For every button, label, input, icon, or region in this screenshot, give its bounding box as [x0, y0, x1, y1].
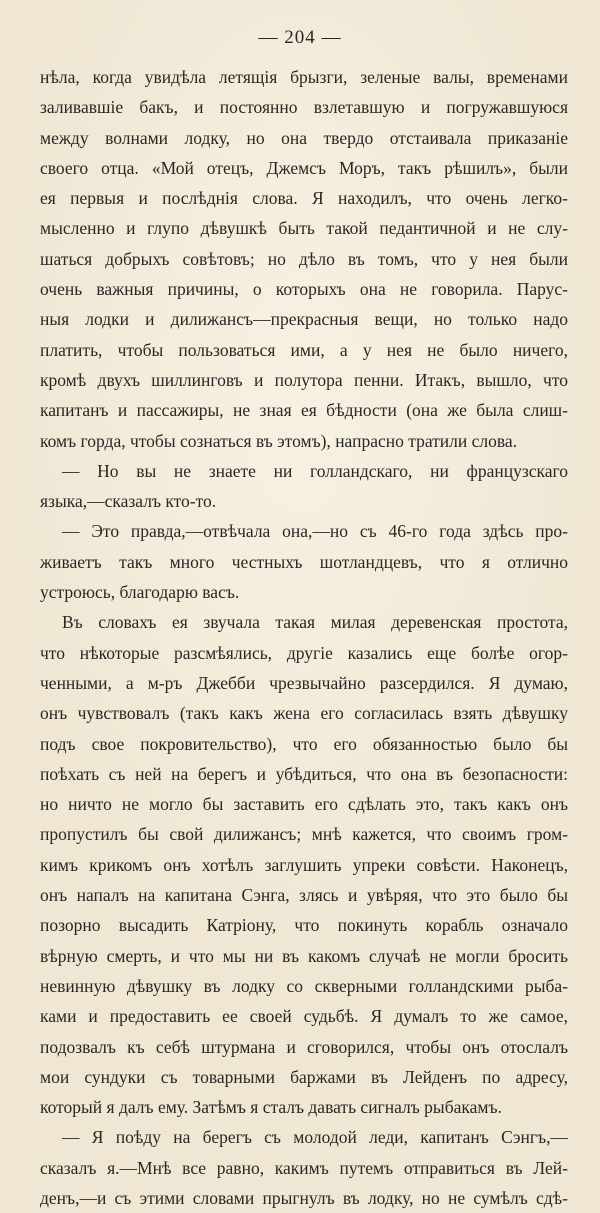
paragraph — [40, 516, 568, 607]
text-line: позорно высадить Катріону, что покинуть корабль означало — [40, 915, 568, 936]
text-line: кимъ крикомъ онъ хотѣлъ заглушить упреки совѣсти. Наконецъ, — [40, 854, 568, 875]
text-line: — Я поѣду на берегъ съ молодой леди, капитанъ Сэнгъ,— — [62, 1127, 568, 1148]
text-line: подозвалъ къ себѣ штурмана и сговорился, чтобы онъ отослалъ — [40, 1036, 568, 1057]
paragraph — [40, 607, 568, 1122]
text-line: заливавшіе бакъ, и постоянно взлетавшую и погружавшуюся — [40, 97, 568, 118]
text-line: кромѣ двухъ шиллинговъ и полутора пенни. Итакъ, вышло, что — [40, 369, 568, 390]
text-line: ками и предоставить ее своей судьбѣ. Я думалъ то же самое, — [40, 1006, 568, 1027]
text-line: мысленно и глупо дѣвушкѣ быть такой педантичной и не слу- — [40, 218, 568, 239]
text-line: ея первыя и послѣднія слова. Я находилъ, что очень легко- — [40, 188, 568, 209]
text-line: невинную дѣвушку въ лодку со скверными голландскими рыба- — [40, 975, 568, 996]
text-line: который я далъ ему. Затѣмъ я сталъ давать сигналъ рыбакамъ. — [40, 1097, 502, 1118]
text-line: онъ чувствовалъ (такъ какъ жена его согласилась взять дѣвушку — [40, 703, 568, 724]
text-line: живаетъ такъ много честныхъ шотландцевъ, что я отлично — [40, 551, 568, 572]
text-line: — Это правда,—отвѣчала она,—но съ 46-го года здѣсь про- — [62, 521, 568, 542]
text-line: своего отца. «Мой отецъ, Джемсъ Моръ, такъ рѣшилъ», были — [40, 157, 568, 178]
paragraph — [40, 62, 568, 456]
text-line: но ничто не могло бы заставить его сдѣлать это, такъ какъ онъ — [40, 794, 568, 815]
text-line: поѣхать съ ней на берегъ и убѣдиться, что она въ безопасности: — [40, 763, 568, 784]
text-line: устроюсь, благодарю васъ. — [40, 582, 240, 603]
text-line: нѣла, когда увидѣла летящія брызги, зеленые валы, временами — [40, 67, 568, 87]
text-line: ныя лодки и дилижансъ—прекрасныя вещи, но только надо — [40, 309, 568, 330]
text-line: ченными, а м-ръ Джебби чрезвычайно разсердился. Я думаю, — [40, 672, 568, 693]
text-line: — Но вы не знаете ни голландскаго, ни французскаго — [62, 460, 568, 481]
text-line: Въ словахъ ея звучала такая милая деревенская простота, — [62, 612, 568, 633]
text-line: очень важныя причины, о которыхъ она не говорила. Парус- — [40, 279, 568, 300]
text-line: денъ,—и съ этими словами прыгнулъ въ лодку, но не сумѣлъ сдѣ- — [40, 1187, 568, 1208]
text-line: между волнами лодку, но она твердо отстаивала приказаніе — [40, 127, 568, 148]
text-line: сказалъ я.—Мнѣ все равно, какимъ путемъ отправиться въ Лей- — [40, 1157, 568, 1178]
text-line: шаться добрыхъ совѣтовъ; но дѣло въ томъ, что у нея были — [40, 248, 568, 269]
text-line: мои сундуки съ товарными баржами въ Лейденъ по адресу, — [40, 1066, 568, 1087]
text-line: что нѣкоторые разсмѣялись, другіе казались еще болѣе огор- — [40, 642, 568, 663]
text-line: комъ горда, чтобы сознаться въ этомъ), напрасно тратили слова. — [40, 430, 518, 451]
paragraph — [40, 456, 568, 517]
text-line: пропустилъ бы свой дилижансъ; мнѣ кажется, что своимъ гром- — [40, 824, 568, 845]
text-body — [40, 62, 568, 1213]
text-line: подъ свое покровительство), что его обязанностью было бы — [40, 733, 568, 754]
text-line: вѣрную смерть, и что мы ни въ какомъ случаѣ не могли бросить — [40, 945, 568, 966]
text-line: языка,—сказалъ кто-то. — [40, 491, 217, 512]
text-line: платить, чтобы пользоваться ими, а у нея не было ничего, — [40, 339, 568, 360]
page-number: — 204 — — [258, 27, 342, 48]
text-line: капитанъ и пассажиры, не зная ея бѣдности (она же была слиш- — [40, 400, 568, 421]
paragraph — [40, 1122, 568, 1213]
text-line: онъ напалъ на капитана Сэнга, злясь и увѣряя, что это было бы — [40, 885, 568, 906]
